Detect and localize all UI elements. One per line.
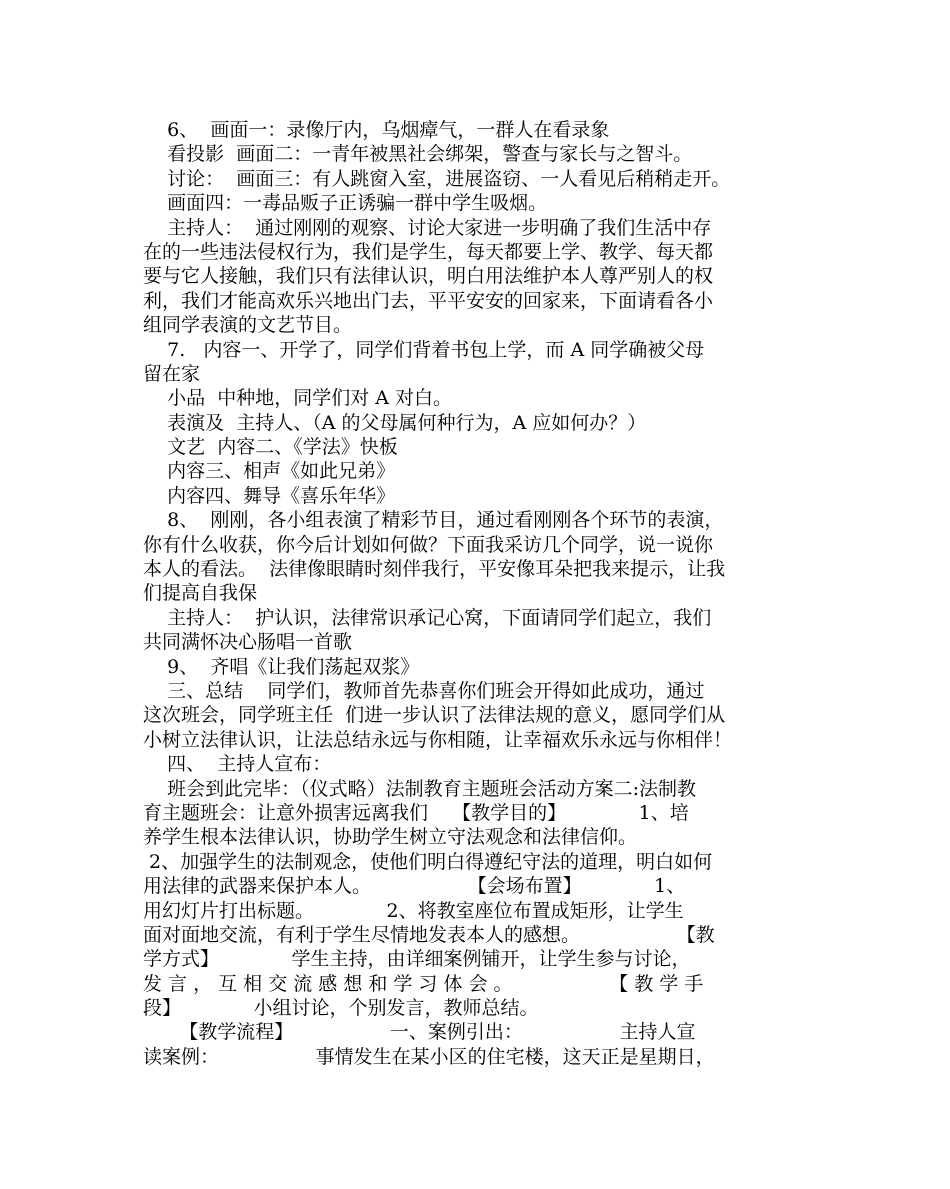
text-line: 育主题班会：让意外损害远离我们 【教学目的】 1、培	[143, 801, 689, 824]
text-line: 班会到此完毕：（仪式略）法制教育主题班会活动方案二:法制教	[143, 777, 697, 800]
text-line: 在的一些违法侵权行为，我们是学生，每天都要上学、教学、每天都	[143, 240, 714, 263]
text-line: 小品 中种地，同学们对 A 对白。	[143, 387, 453, 410]
text-line: 留在家	[143, 362, 201, 385]
text-line: 主持人： 护认识，法律常识承记心窝，下面请同学们起立，我们	[143, 606, 712, 629]
text-line: 主持人： 通过刚刚的观察、讨论大家进一步明确了我们生活中存	[143, 216, 712, 239]
text-line: 内容四、舞导《喜乐年华》	[143, 484, 396, 507]
text-line: 共同满怀决心肠唱一首歌	[143, 631, 353, 654]
text-line: 要与它人接触，我们只有法律认识，明白用法维护本人尊严别人的权	[143, 265, 714, 288]
text-line: 养学生根本法律认识，协助学生树立守法观念和法律信仰。	[143, 826, 638, 849]
text-line: 这次班会，同学班主任 们进一步认识了法律法规的意义，愿同学们从	[143, 704, 726, 727]
text-line: 们提高自我保	[143, 582, 258, 605]
text-line: 画面四：一毒品贩子正诱骗一群中学生吸烟。	[143, 192, 548, 215]
text-line: 读案例： 事情发生在某小区的住宅楼，这天正是星期日，	[143, 1045, 715, 1068]
text-line: 讨论： 画面三：有人跳窗入室，进展盗窃、一人看见后稍稍走开。	[143, 167, 731, 190]
text-line: 8、 刚刚，各小组表演了精彩节目，通过看刚刚各个环节的表演，	[143, 509, 724, 532]
text-line: 你有什么收获，你今后计划如何做？下面我采访几个同学，说一说你	[143, 533, 714, 556]
text-line: 6、 画面一：录像厅内，乌烟瘴气，一群人在看录象	[143, 119, 610, 141]
text-line: 本人的看法。 法律像眼睛时刻伴我行，平安像耳朵把我来提示，让我	[143, 558, 726, 581]
text-line: 组同学表演的文艺节目。	[143, 314, 353, 337]
text-line: 用幻灯片打出标题。 2、将教室座位布置成矩形，让学生	[143, 899, 684, 922]
text-line: 四、 主持人宣布：	[143, 753, 332, 776]
text-line: 7. 内容一、开学了，同学们背着书包上学，而 A 同学确被父母	[143, 338, 705, 361]
document-body	[143, 118, 813, 1069]
text-line: 内容三、相声《如此兄弟》	[143, 460, 396, 483]
text-line: 面对面地交流，有利于学生尽情地发表本人的感想。 【教	[143, 923, 715, 946]
text-line: 小树立法律认识，让法总结永远与你相随，让幸福欢乐永远与你相伴！	[143, 728, 733, 751]
text-line: 看投影 画面二：一青年被黑社会绑架，警查与家长与之智斗。	[143, 143, 693, 166]
text-line: 【教学流程】 一、案例引出： 主持人宣	[143, 1021, 696, 1044]
text-line: 学方式】 学生主持，由详细案例铺开，让学生参与讨论，	[143, 948, 691, 971]
text-line: 三、总结 同学们，教师首先恭喜你们班会开得如此成功，通过	[143, 679, 705, 702]
text-line: 9、 齐唱《让我们荡起双浆》	[143, 655, 420, 678]
text-line: 利，我们才能高欢乐兴地出门去，平平安安的回家来，下面请看各小	[143, 289, 714, 312]
text-line: 发 言 ， 互 相 交 流 感 想 和 学 习 体 会 。 【 教 学 手	[143, 972, 704, 995]
text-line: 2、加强学生的法制观念，使他们明白得遵纪守法的道理，明白如何	[143, 850, 713, 873]
text-line: 文艺 内容二、《学法》快板	[143, 436, 398, 459]
text-line: 段】 小组讨论，个别发言，教师总结。	[143, 997, 539, 1020]
text-line: 表演及 主持人、（A 的父母属何种行为，A 应如何办？）	[143, 411, 647, 434]
text-line: 用法律的武器来保护本人。 【会场布置】 1、	[143, 875, 686, 898]
